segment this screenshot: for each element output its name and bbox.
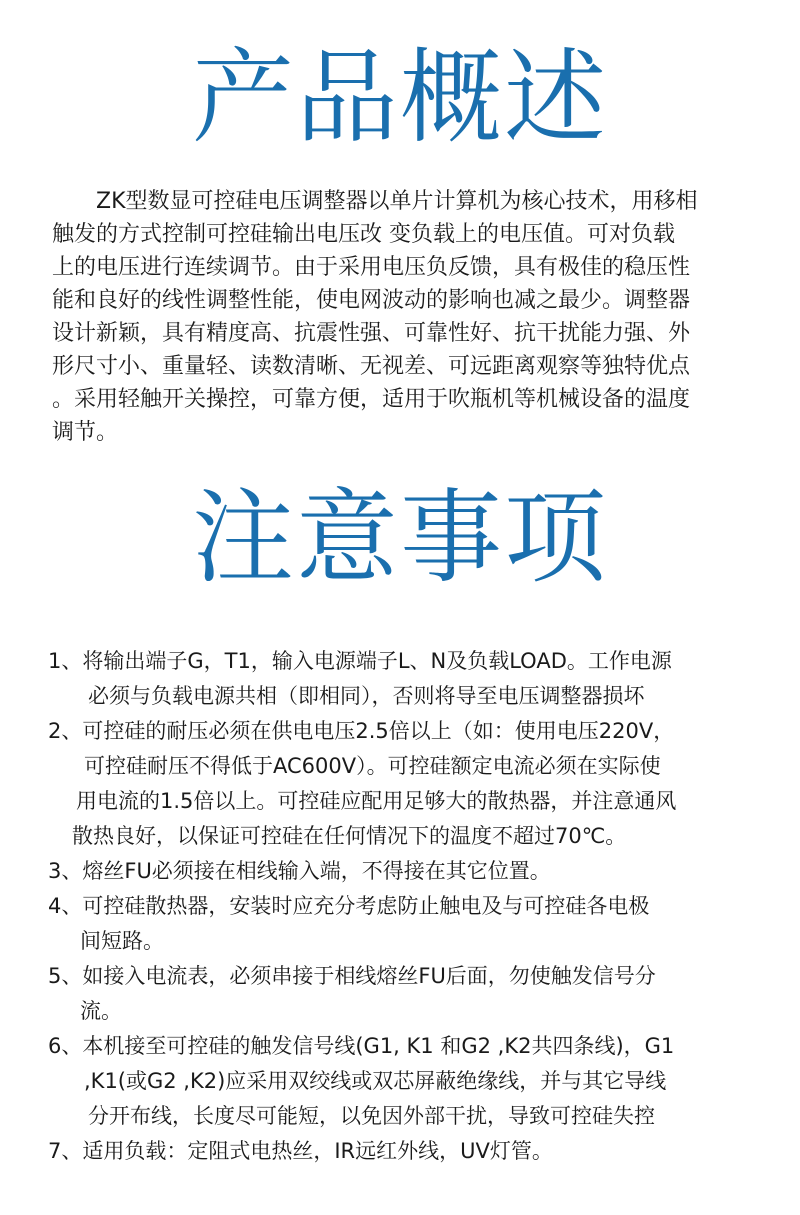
overview-line: 设计新颖，具有精度高、抗震性强、可靠性好、抗干扰能力强、外 bbox=[52, 321, 691, 346]
note-item-6-cont: 分开布线，长度尽可能短，以免因外部干扰，导致可控硅失控 bbox=[88, 1104, 655, 1128]
note-item-6: 6、本机接至可控硅的触发信号线(G1, K1 和G2 ,K2共四条线)，G1 bbox=[48, 1034, 675, 1058]
note-item-1: 1、将输出端子G，T1，输入电源端子L、N及负载LOAD。工作电源 bbox=[48, 649, 672, 673]
overview-paragraph bbox=[52, 185, 752, 449]
note-item-2-cont: 散热良好，以保证可控硅在任何情况下的温度不超过70℃。 bbox=[72, 824, 627, 848]
overview-line: ZK型数显可控硅电压调整器以单片计算机为核心技术，用移相 bbox=[96, 189, 698, 214]
overview-line: 调节。 bbox=[52, 420, 119, 445]
note-item-4: 4、可控硅散热器，安装时应充分考虑防止触电及与可控硅各电极 bbox=[48, 894, 650, 918]
note-item-2: 2、可控硅的耐压必须在供电电压2.5倍以上（如：使用电压220V， bbox=[48, 719, 675, 743]
notes-list bbox=[48, 644, 768, 1169]
note-item-3: 3、熔丝FU必须接在相线输入端，不得接在其它位置。 bbox=[48, 859, 551, 883]
note-item-2-cont: 用电流的1.5倍以上。可控硅应配用足够大的散热器，并注意通风 bbox=[76, 789, 677, 813]
overview-line: 形尺寸小、重量轻、读数清晰、无视差、可远距离观察等独特优点 bbox=[52, 354, 691, 379]
note-item-5: 5、如接入电流表，必须串接于相线熔丝FU后面，勿使触发信号分 bbox=[48, 964, 656, 988]
overview-title: 产品概述 bbox=[192, 39, 608, 158]
note-item-7: 7、适用负载：定阻式电热丝，IR远红外线，UV灯管。 bbox=[48, 1139, 553, 1163]
note-item-2-cont: 可控硅耐压不得低于AC600V）。可控硅额定电流必须在实际使 bbox=[84, 754, 661, 778]
note-item-1-cont: 必须与负载电源共相（即相同），否则将导至电压调整器损坏 bbox=[88, 684, 645, 708]
overview-line: 。采用轻触开关操控，可靠方便，适用于吹瓶机等机械设备的温度 bbox=[52, 387, 691, 412]
note-item-6-cont: ,K1(或G2 ,K2)应采用双绞线或双芯屏蔽绝缘线，并与其它导线 bbox=[84, 1069, 667, 1093]
note-item-5-cont: 流。 bbox=[80, 999, 122, 1023]
note-item-4-cont: 间短路。 bbox=[80, 929, 164, 953]
overview-line: 上的电压进行连续调节。由于采用电压负反馈，具有极佳的稳压性 bbox=[52, 255, 691, 280]
notes-title: 注意事项 bbox=[192, 479, 608, 598]
overview-line: 触发的方式控制可控硅输出电压改 变负载上的电压值。可对负载 bbox=[52, 222, 675, 247]
overview-line: 能和良好的线性调整性能，使电网波动的影响也减之最少。调整器 bbox=[52, 288, 691, 313]
